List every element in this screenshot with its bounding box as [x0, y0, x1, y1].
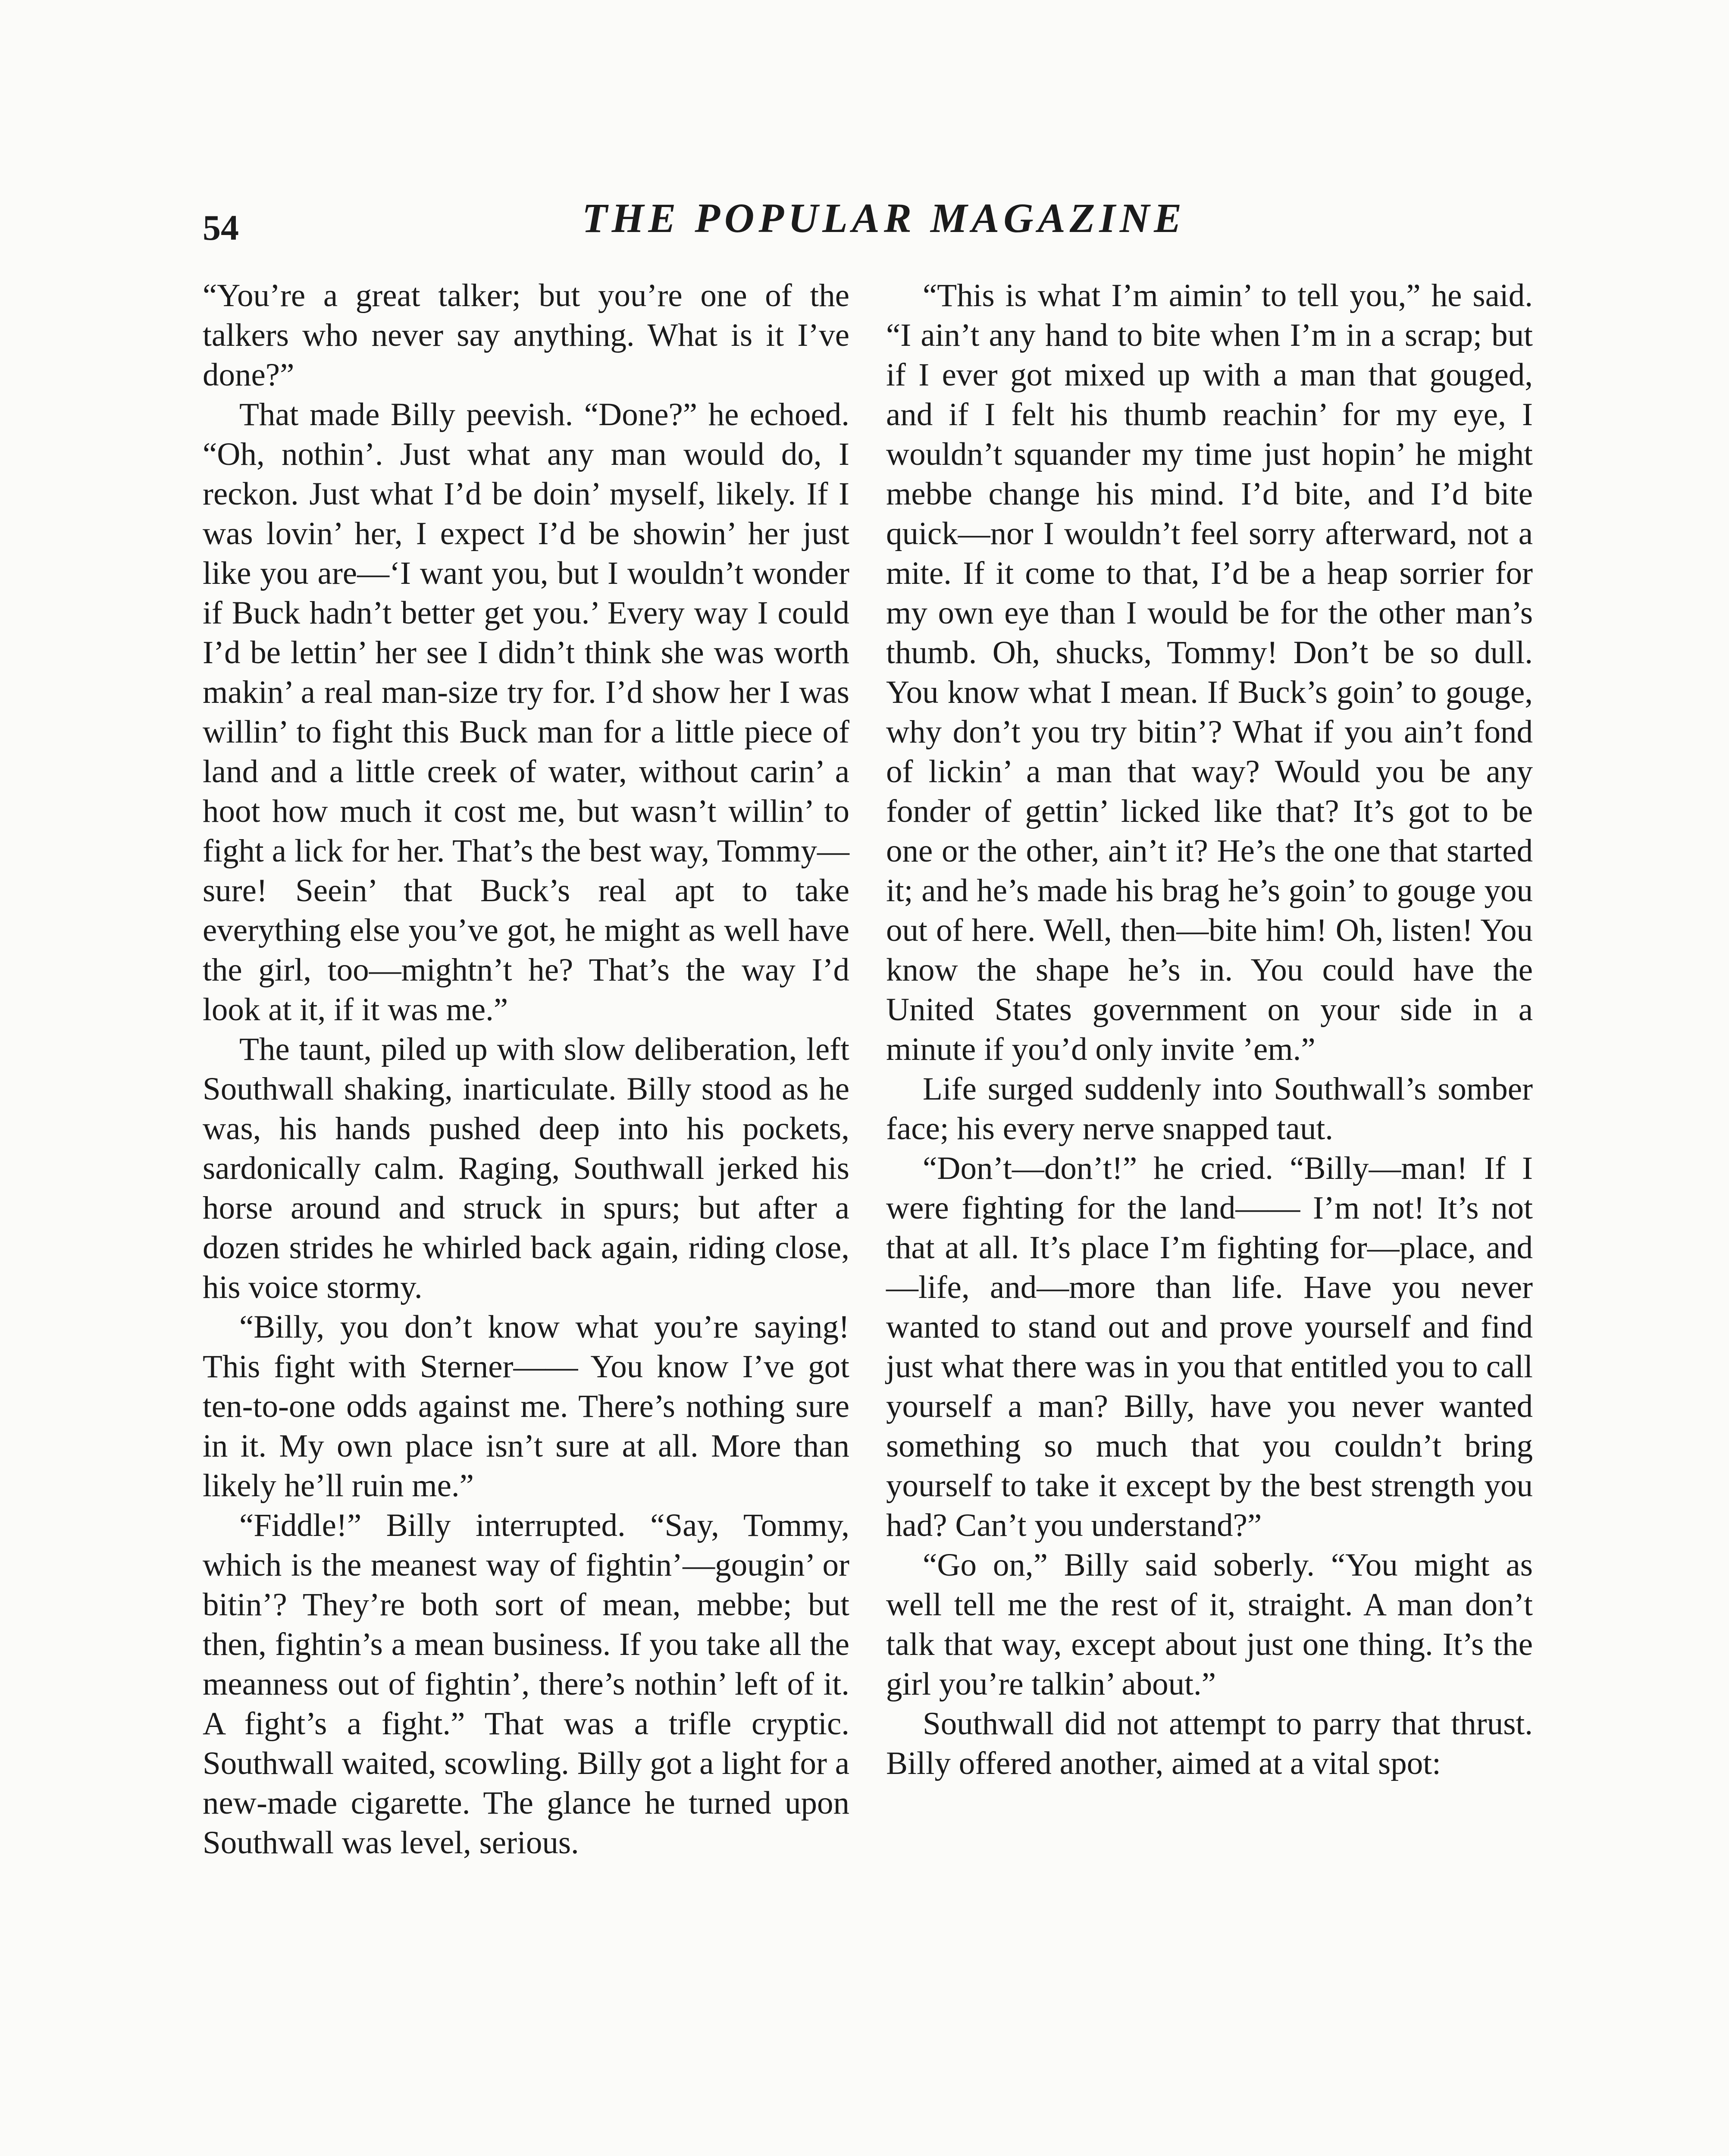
paragraph: “Fiddle!” Billy interrupted. “Say, Tommy, which is the meanest way of fightin’—gougin’ or bitin’? They’re both sort of mean, mebbe; but then, fightin’s a mean business. If you take all the meanness out of fightin’, there’s nothin’ left of it. A fight’s a fight.” That was a trifle cryptic. Southwall waited, scowling. Billy got a light for a new-made cigarette. The glance he turned upon Southwall was level, serious. — [203, 1507, 849, 1861]
paragraph: “This is what I’m aimin’ to tell you,” he said. “I ain’t any hand to bite when I’m in a scrap; but if I ever got mixed up with a man that gouged, and if I felt his thumb reachin’ for my eye, I wouldn’t squander my time just hopin’ he might mebbe change his mind. I’d bite, and I’d bite quick—nor I wouldn’t feel sorry afterward, not a mite. If it come to that, I’d be a heap sorrier for my own eye than I would be for the other man’s thumb. Oh, shucks, Tommy! Don’t be so dull. You know what I mean. If Buck’s goin’ to gouge, why don’t you try bitin’? What if you ain’t fond of lickin’ a man that way? Would you be any fonder of gettin’ licked like that? It’s got to be one or the other, ain’t it? He’s the one that started it; and he’s made his brag he’s goin’ to gouge you out of here. Well, then—bite him! Oh, listen! You know the shape he’s in. You could have the United States government on your side in a minute if you’d only invite ’em.” — [886, 278, 1533, 1067]
running-head: THE POPULAR MAGAZINE — [582, 195, 1186, 241]
paragraph: “Don’t—don’t!” he cried. “Billy—man! If I were fighting for the land—— I’m not! It’s not that at all. It’s place I’m fighting for—place, and —life, and—more than life. Have you never wanted to stand out and prove yourself and find just what there was in you that entitled you to call yourself a man? Billy, have you never wanted something so much that you couldn’t bring yourself to take it except by the best strength you had? Can’t you understand?” — [886, 1150, 1533, 1543]
paragraph: The taunt, piled up with slow deliberation, left Southwall shaking, inarticulate. Billy stood as he was, his hands pushed deep into his pockets, sardonically calm. Raging, Southwall jerked his horse around and struck in spurs; but after a dozen strides he whirled back again, riding close, his voice stormy. — [203, 1031, 849, 1305]
paragraph: That made Billy peevish. “Done?” he echoed. “Oh, nothin’. Just what any man would do, I reckon. Just what I’d be doin’ myself, likely. If I was lovin’ her, I expect I’d be showin’ her just like you are—‘I want you, but I wouldn’t wonder if Buck hadn’t better get you.’ Every way I could I’d be lettin’ her see I didn’t think she was worth makin’ a real man-size try for. I’d show her I was willin’ to fight this Buck man for a little piece of land and a little creek of water, without carin’ a hoot how much it cost me, but wasn’t willin’ to fight a lick for her. That’s the best way, Tommy—sure! Seein’ that Buck’s real apt to take everything else you’ve got, he might as well have the girl, too—mightn’t he? That’s the way I’d look at it, if it was me.” — [203, 397, 849, 1028]
paragraph: “Go on,” Billy said soberly. “You might as well tell me the rest of it, straight. A man don’t talk that way, except about just one thing. It’s the girl you’re talkin’ about.” — [886, 1547, 1533, 1702]
page-header — [203, 190, 1518, 246]
right-column — [886, 276, 1533, 1783]
paragraph: “You’re a great talker; but you’re one of the talkers who never say anything. What is it I’ve done?” — [203, 278, 849, 393]
paragraph: Life surged suddenly into Southwall’s somber face; his every nerve snapped taut. — [886, 1071, 1533, 1147]
left-column — [203, 276, 849, 1863]
paragraph: Southwall did not attempt to parry that thrust. Billy offered another, aimed at a vital spot: — [886, 1706, 1533, 1781]
paragraph: “Billy, you don’t know what you’re saying! This fight with Sterner—— You know I’ve got ten-to-one odds against me. There’s nothing sure in it. My own place isn’t sure at all. More than likely he’ll ruin me.” — [203, 1309, 849, 1504]
page-number: 54 — [203, 208, 239, 248]
